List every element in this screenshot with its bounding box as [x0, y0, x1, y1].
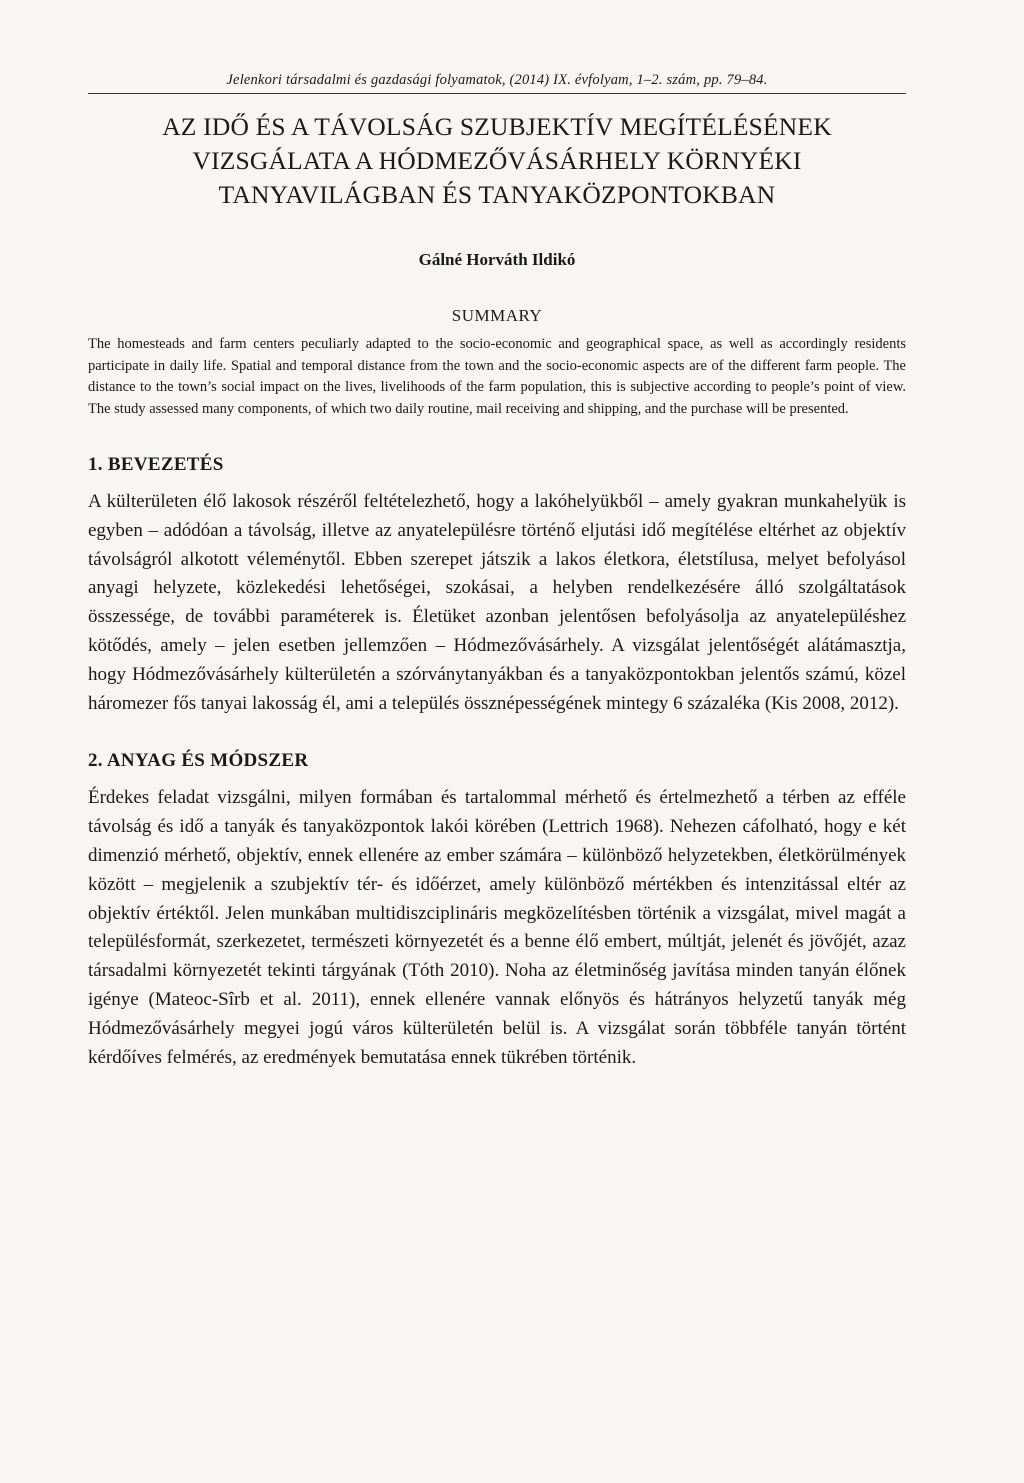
- running-header: Jelenkori társadalmi és gazdasági folyamatok, (2014) IX. évfolyam, 1–2. szám, pp. 79–84.: [88, 72, 906, 94]
- paper-title: [88, 110, 906, 212]
- paper-page: [88, 72, 906, 1072]
- title-line-2: VIZSGÁLATA A HÓDMEZŐVÁSÁRHELY KÖRNYÉKI: [192, 146, 802, 175]
- section-heading-introduction: 1. BEVEZETÉS: [88, 454, 224, 475]
- section-heading-methods: 2. ANYAG ÉS MÓDSZER: [88, 750, 309, 772]
- summary-heading: SUMMARY: [451, 306, 543, 325]
- title-line-1: AZ IDŐ ÉS A TÁVOLSÁG SZUBJEKTÍV MEGÍTÉLÉSÉNEK: [162, 112, 832, 141]
- section-text-methods: Érdekes feladat vizsgálni, milyen formában és tartalommal mérhető és értelmezhető a térben az efféle távolság és idő a tanyák és tanyaközpontok lakói körében (Lettrich 1968). Nehezen cáfolható, hogy e két dimenzió mérhető, objektív, ennek ellenére az ember számára – különböző helyzetekben, életkörülmények között – megjelenik a szubjektív tér- és időérzet, amely különböző mértékben és intenzitással eltér az objektív értéktől. Jelen munkában multidiszciplináris megközelítésben történik a vizsgálat, mivel magát a településformát, szerkezetet, természeti környezetét és a benne élő embert, múltját, jelenét és jövőjét, azaz társadalmi környezetét tekinti tárgyának (Tóth 2010). Noha az életminőség javítása minden tanyán élőnek igénye (Mateoc-Sîrb et al. 2011), ennek ellenére vannak előnyös és hátrányos helyzetű tanyák még Hódmezővásárhely megyei jogú város külterületén belül is. A vizsgálat során többféle tanyán történt kérdőíves felmérés, az eredmények bemutatása ennek tükrében történik.: [88, 787, 906, 1068]
- author-name: Gálné Horváth Ildikó: [418, 250, 576, 269]
- title-line-3: TANYAVILÁGBAN ÉS TANYAKÖZPONTOKBAN: [218, 180, 776, 209]
- section-text-introduction: A külterületen élő lakosok részéről feltételezhető, hogy a lakóhelyükből – amely gyakran munkahelyük is egyben – adódóan a távolság, illetve az anyatelepülésre történő eljutási idő megítélése eltérhet az objektív távolságról alkotott véleménytől. Ebben szerepet játszik a lakos életkora, életstílusa, melyet befolyásol anyagi helyzete, közlekedési lehetőségei, szokásai, a helyben rendelkezésére álló szolgáltatások összessége, de további paraméterek is. Életüket azonban jelentősen befolyásolja az anyatelepüléshez kötődés, amely – jelen esetben jellemzően – Hódmezővásárhely. A vizsgálat jelentőségét alátámasztja, hogy Hódmezővásárhely külterületén a szórványtanyákban és a tanyaközpontokban jelentős számú, közel háromezer fős tanyai lakosság él, ami a település össznépességének mintegy 6 százaléka (Kis 2008, 2012).: [88, 491, 906, 714]
- summary-text: The homesteads and farm centers peculiarly adapted to the socio-economic and geographical space, as well as accordingly residents participate in daily life. Spatial and temporal distance from the town and the socio-economic aspects are of the different farm people. The distance to the town’s social impact on the lives, livelihoods of the farm population, this is subjective according to people’s point of view. The study assessed many components, of which two daily routine, mail receiving and shipping, and the purchase will be presented.: [88, 336, 906, 417]
